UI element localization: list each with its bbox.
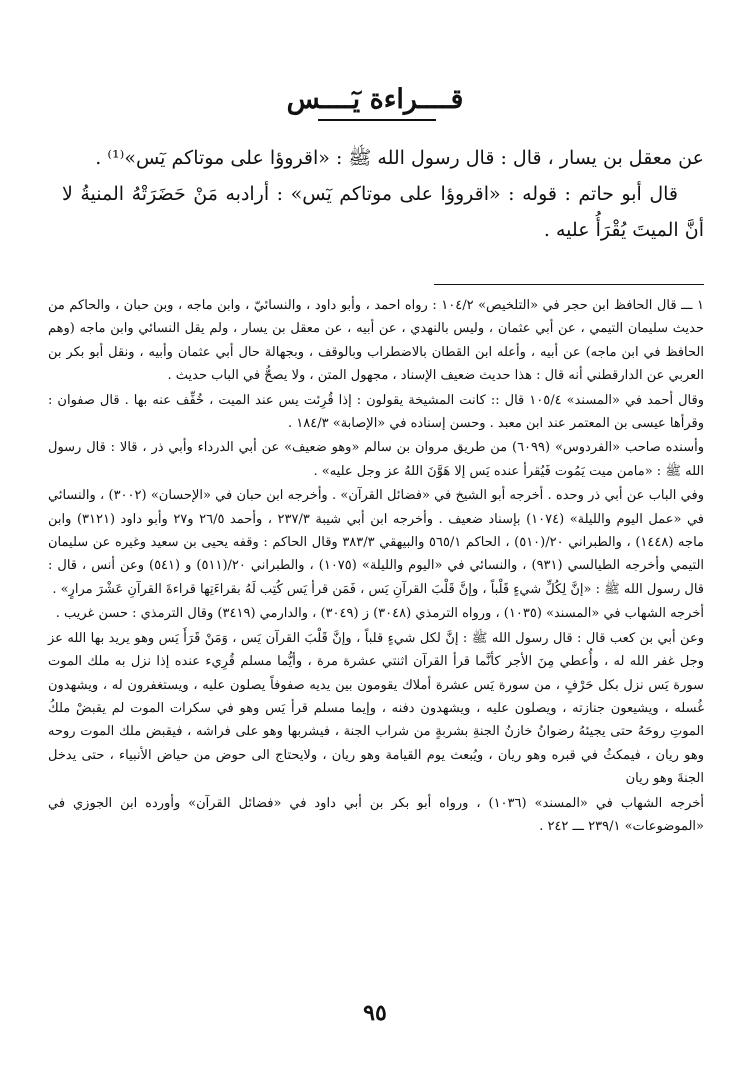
main-text — [62, 140, 704, 248]
footnote-paragraph: أخرجه الشهاب في «المسند» (١٠٣٥) ، ورواه الترمذي (٣٠٤٨) ز (٣٠٤٩) ، والدارمي (٣٤١٩) وقال الترمذي : حسن غريب . — [55, 606, 704, 622]
hadith-paragraph: عن معقل بن يسار ، قال : قال رسول الله ﷺ : «اقروؤا على موتاكم يٓس»⁽¹⁾ . — [95, 147, 704, 169]
page-title: قــــراءة يٓــــس — [286, 84, 464, 115]
footnote-paragraph: ١ ـــ قال الحافظ ابن حجر في «التلخيص» ١٠٤/٢ : رواه احمد ، وأبو داود ، والنسائيّ ، وابن ماجه ، وبن حبان ، والحاكم من حديث سليمان التيمي ، عن أبي عثمان ، وليس بالنهدي ، عن أبيه ، عن معقل بن يسار ، ولم يقل النسائي وابن ماجه (وهم الحافظ في ابن ماجه) عن أبيه ، وأعله ابن القطان بالاضطراب وبالوقف ، وبجهالة حال أبي عثمان وأبيه ، ونقل أبو بكر بن العربي عن الدارقطني أنه قال : هذا حديث ضعيف الإسناد ، مجهول المتن ، ولا يصحُّ في الباب حديث . — [48, 298, 705, 384]
footnote-paragraph: وأسنده صاحب «الفردوس» (٦٠٩٩) من طريق مروان بن سالم «وهو ضعيف» عن أبي الدرداء وأبي ذر ، قالا : قال رسول الله ﷺ : «مامن ميت يَمُوت فَيُقرأ عنده يَس إلا هَوَّنَ اللهُ عز وجل عليه» . — [48, 440, 704, 479]
footnote-paragraph: أخرجه الشهاب في «المسند» (١٠٣٦) ، ورواه أبو بكر بن أبي داود في «فضائل القرآن» وأورده ابن الجوزي في «الموضوعات» ٢٣٩/١ ـــ ٢٤٢ . — [48, 795, 704, 834]
footnote-paragraph: وعن أبي بن كعب قال : قال رسول الله ﷺ : إنَّ لكل شيءٍ قلباً ، وإنَّ قَلْبَ القرآن يَس ، وَمَنْ قَرَأَ يَس وهو يريد بها الله عز وجل غفر الله له ، وأُعطي مِنَ الأجر كأنَّما قرأ القرآن اثنتي عشرة مرة ، وأيُّما مسلم قُرِيء عنده إذا نزل به ملك الموت سورة يَس نزل بكل حَرْفٍ ، من سورة يَس عشرة أملاك يقومون بين يديه صفوفاً يصلون عليه ، ويستغفرون له ، ويشهدون غُسله ، ويشيعون جنازته ، ويصلون عليه ، ويشهدون دفنه ، وإيما مسلم قرأ يَس وهو في سكرات الموت لم يقبضْ ملكُ الموتِ روحَهُ حتى يجيئهُ رضوانُ خازنُ الجنةِ بشربةٍ من شراب الجنة ، فيشربها وهو على فراشه ، فيقبض ملك الموت روحه وهو ريان ، فيمكثُ في قبره وهو ريان ، ويُبعث يوم القيامة وهو ريان ، ولايحتاج الى حوض من حياض الأنبياء ، حتى يدخل الجنةَ وهو ريان — [48, 630, 704, 787]
page-number: ٩٥ — [363, 1000, 387, 1026]
footnote-paragraph: وفي الباب عن أبي ذر وحده . أخرجه أبو الشيخ في «فضائل القرآن» . وأخرجه ابن حبان في «الإحسان» (٣٠٠٢) ، والنسائي في «عمل اليوم والليلة» (١٠٧٤) بإسناد ضعيف . وأخرجه ابن أبي شيبة ٢٣٧/٣ ، وأحمد ٢٦/٥ و٢٧ وأبو داود (٣١٢١) وابن ماجه (١٤٤٨) ، والطبراني ٢٠/(٥١٠) ، الحاكم ٥٦٥/١ والبيهقي ٣٨٣/٣ وقال الحاكم : وقفه يحيى بن سعيد وغيره عن سليمان التيمي وأخرجه الطيالسي (٩٣١) ، والنسائي في «اليوم والليلة» (١٠٧٥) ، والطبراني ٢٠/(٥١١) و (٥٤١) وعن أنس ، قال : قال رسول الله ﷺ : «إنَّ لِكُلِّ شيءٍ قَلْباً ، وإنَّ قَلْبَ القرآنِ يَس ، فَمَن قرأ يَس كُتِب لَهُ بقراءَتِها قراءةَ القرآنِ عَشْرَ مرارٍ» . — [48, 488, 705, 597]
commentary-paragraph: قال أبو حاتم : قوله : «اقروؤا على موتاكم يٓس» : أرادبه مَنْ حَضَرَتْهُ المنيةُ لا أنَّ الميتَ يُقْرَأُ عليه . — [62, 183, 704, 241]
footnote-paragraph: وقال أحمد في «المسند» ١٠٥/٤ قال :: كانت المشيخة يقولون : إذا قُرِئت يس عند الميت ، خُفِّف عنه بها . قال صفوان : وقرأها عيسى بن المعتمر عند ابن معبد . وحسن إسناده في «الإصابة» ١٨٤/٣ . — [48, 392, 704, 432]
title-underline — [318, 119, 436, 121]
footnote-separator — [434, 284, 704, 285]
footnotes — [48, 294, 704, 839]
